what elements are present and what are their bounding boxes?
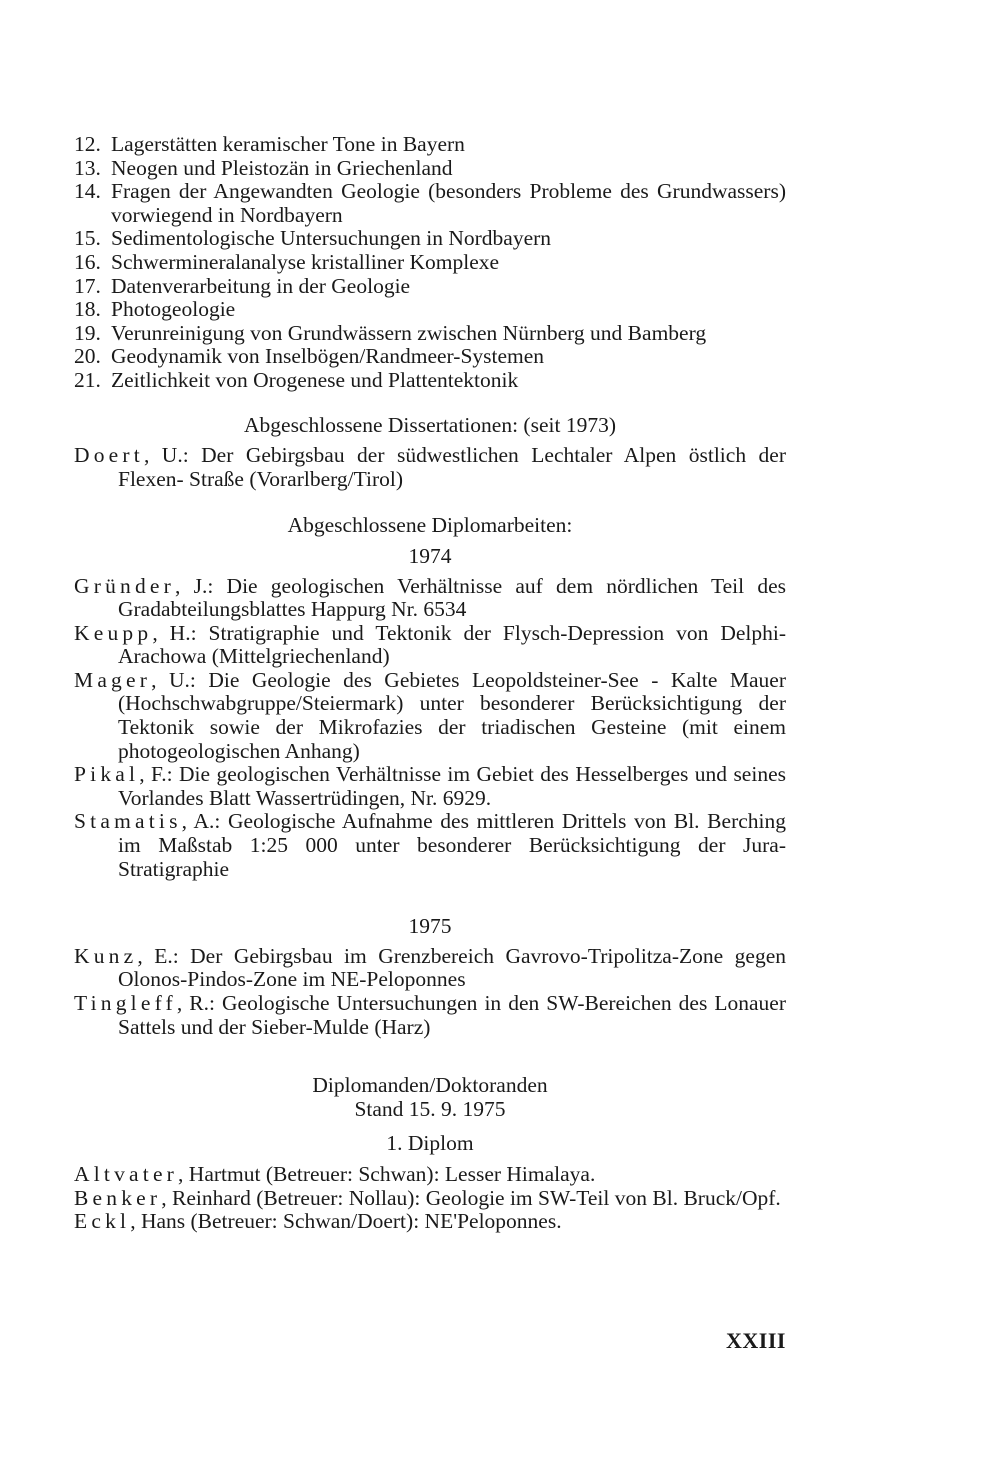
numbered-list xyxy=(74,133,786,393)
list-item xyxy=(74,275,786,299)
diplom-subheading: 1. Diplom xyxy=(386,1131,474,1156)
list-item xyxy=(74,227,786,251)
item-number: 19. xyxy=(74,320,101,345)
list-item xyxy=(74,133,786,157)
item-text: Photogeologie xyxy=(111,297,236,322)
item-text: Sedimentologische Untersuchungen in Nordbayern xyxy=(111,226,552,251)
item-number: 21. xyxy=(74,367,101,392)
item-text: Neogen und Pleistozän in Griechenland xyxy=(111,155,453,180)
diplomarbeiten-heading: Abgeschlossene Diplomarbeiten: xyxy=(287,513,573,538)
item-number: 18. xyxy=(74,297,101,322)
item-number: 13. xyxy=(74,155,101,180)
entry-text: , Reinhard (Betreuer: Nollau): Geologie im SW-Teil von Bl. Bruck/Opf. xyxy=(161,1185,781,1210)
dissertations-heading: Abgeschlossene Dissertationen: (seit 1973) xyxy=(244,412,616,437)
entry-text: , A.: Geologische Aufnahme des mittleren Drittels von Bl. Berching im Maßstab 1:25 000 unter besonderer Berücksichtigung der Jura-Stratigraphie xyxy=(118,809,786,881)
entry-text: , F.: Die geologischen Verhältnisse im Gebiet des Hesselberges und seines Vorlandes Blatt Wassertrüdingen, Nr. 6929. xyxy=(118,762,786,810)
list-item xyxy=(74,322,786,346)
author-name: Eckl xyxy=(74,1209,131,1234)
year-heading-1975: 1975 xyxy=(408,914,452,939)
author-name: Doert xyxy=(74,443,144,468)
entry-text: , Hartmut (Betreuer: Schwan): Lesser Himalaya. xyxy=(178,1161,596,1186)
entry-text: , E.: Der Gebirgsbau im Grenzbereich Gavrovo-Tripolitza-Zone gegen Olonos-Pindos-Zone im NE-Peloponnes xyxy=(118,943,786,992)
author-name: Gründer xyxy=(74,573,176,598)
entry-text: , U.: Der Gebirgsbau der südwestlichen Lechtaler Alpen östlich der Flexen- Straße (Vorarlberg/Tirol) xyxy=(118,443,786,491)
list-item xyxy=(74,157,786,181)
thesis-entry xyxy=(74,763,786,810)
entry-text: , R.: Geologische Untersuchungen in den SW-Bereichen des Lonauer Sattels und der Sieber-Mulde (Harz) xyxy=(118,991,786,1039)
item-text: Schwermineralanalyse kristalliner Komplexe xyxy=(111,249,500,274)
thesis-entry xyxy=(74,945,786,992)
item-number: 16. xyxy=(74,249,101,274)
thesis-entry xyxy=(74,992,786,1039)
student-entry xyxy=(74,1187,786,1211)
author-name: Benker xyxy=(74,1185,162,1210)
page-number: XXIII xyxy=(726,1328,786,1353)
author-name: Kunz xyxy=(74,943,138,968)
student-entry xyxy=(74,1163,786,1187)
entry-text: , H.: Stratigraphie und Tektonik der Flysch-Depression von Delphi-Arachowa (Mittelgriechenland) xyxy=(118,620,786,669)
item-text: Fragen der Angewandten Geologie (besonders Probleme des Grundwassers) vorwiegend in Nordbayern xyxy=(111,179,786,227)
author-name: Altvater xyxy=(74,1161,179,1186)
item-text: Verunreinigung von Grundwässern zwischen Nürnberg und Bamberg xyxy=(111,320,707,345)
thesis-entry xyxy=(74,669,786,763)
entry-text: , U.: Die Geologie des Gebietes Leopoldsteiner-See - Kalte Mauer (Hochschwabgruppe/Steiermark) unter besonderer Berücksichtigung der Tektonik sowie der Mikrofazies der triadischen Gesteine (mit einem photogeologischen Anhang) xyxy=(118,667,786,763)
text-column xyxy=(74,133,786,1234)
thesis-entry xyxy=(74,810,786,881)
entry-text: , J.: Die geologischen Verhältnisse auf dem nördlichen Teil des Gradabteilungsblattes Happurg Nr. 6534 xyxy=(118,573,786,622)
year-heading-1974: 1974 xyxy=(408,543,452,568)
list-item xyxy=(74,298,786,322)
list-item xyxy=(74,345,786,369)
thesis-entry xyxy=(74,575,786,622)
list-item xyxy=(74,180,786,227)
stand-date: Stand 15. 9. 1975 xyxy=(354,1096,506,1121)
dissertation-entry xyxy=(74,444,786,491)
item-text: Lagerstätten keramischer Tone in Bayern xyxy=(111,132,465,156)
author-name: Keupp xyxy=(74,620,153,645)
item-number: 12. xyxy=(74,132,101,156)
list-item xyxy=(74,369,786,393)
author-name: Mager xyxy=(74,667,152,692)
student-entry xyxy=(74,1210,786,1234)
item-number: 20. xyxy=(74,344,101,369)
item-text: Zeitlichkeit von Orogenese und Plattentektonik xyxy=(111,367,519,392)
author-name: Pikal xyxy=(74,762,140,787)
diplomanden-heading: Diplomanden/Doktoranden xyxy=(312,1073,548,1098)
author-name: Tingleff xyxy=(74,991,177,1015)
item-number: 17. xyxy=(74,273,101,298)
author-name: Stamatis xyxy=(74,809,182,834)
item-number: 14. xyxy=(74,179,101,204)
item-number: 15. xyxy=(74,226,101,251)
entry-text: , Hans (Betreuer: Schwan/Doert): NE'Peloponnes. xyxy=(130,1209,562,1234)
list-item xyxy=(74,251,786,275)
thesis-entry xyxy=(74,622,786,669)
item-text: Datenverarbeitung in der Geologie xyxy=(111,273,411,298)
item-text: Geodynamik von Inselbögen/Randmeer-Systemen xyxy=(111,344,545,369)
